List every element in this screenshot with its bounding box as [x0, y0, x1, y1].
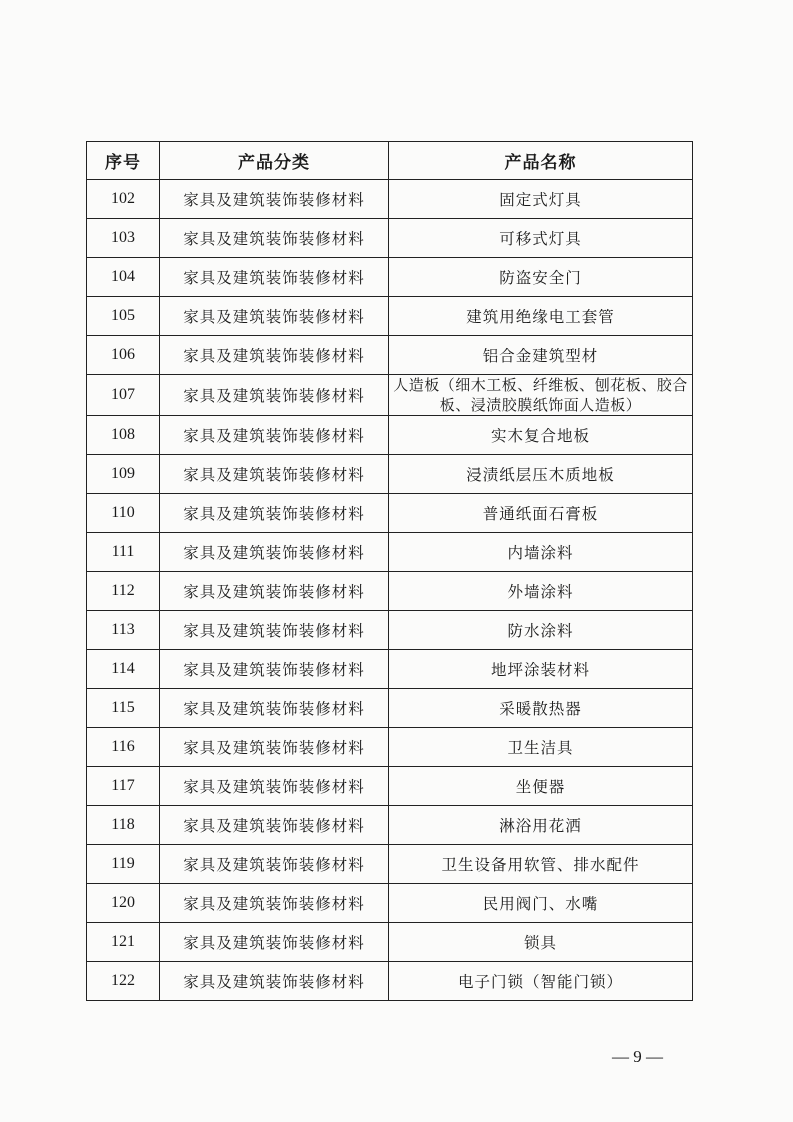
cell-product-category: 家具及建筑装饰装修材料 [160, 297, 389, 336]
table-row [87, 845, 693, 884]
header-serial-number: 序号 [87, 142, 160, 180]
table-row [87, 533, 693, 572]
cell-product-category: 家具及建筑装饰装修材料 [160, 336, 389, 375]
cell-product-name: 锁具 [389, 923, 693, 962]
cell-product-name: 固定式灯具 [389, 180, 693, 219]
cell-product-category: 家具及建筑装饰装修材料 [160, 845, 389, 884]
cell-product-name: 铝合金建筑型材 [389, 336, 693, 375]
cell-product-name: 卫生设备用软管、排水配件 [389, 845, 693, 884]
cell-product-name: 坐便器 [389, 767, 693, 806]
cell-product-name: 内墙涂料 [389, 533, 693, 572]
cell-product-category: 家具及建筑装饰装修材料 [160, 806, 389, 845]
cell-product-name: 可移式灯具 [389, 219, 693, 258]
cell-product-name: 民用阀门、水嘴 [389, 884, 693, 923]
cell-product-name: 建筑用绝缘电工套管 [389, 297, 693, 336]
cell-product-category: 家具及建筑装饰装修材料 [160, 494, 389, 533]
cell-serial-number: 115 [87, 689, 160, 728]
cell-product-category: 家具及建筑装饰装修材料 [160, 572, 389, 611]
cell-product-name: 卫生洁具 [389, 728, 693, 767]
table-row [87, 923, 693, 962]
cell-serial-number: 122 [87, 962, 160, 1001]
header-product-category: 产品分类 [160, 142, 389, 180]
cell-product-category: 家具及建筑装饰装修材料 [160, 650, 389, 689]
product-catalog-table [86, 141, 693, 1001]
cell-serial-number: 106 [87, 336, 160, 375]
cell-serial-number: 102 [87, 180, 160, 219]
cell-serial-number: 105 [87, 297, 160, 336]
cell-product-category: 家具及建筑装饰装修材料 [160, 962, 389, 1001]
cell-product-name: 普通纸面石膏板 [389, 494, 693, 533]
cell-product-category: 家具及建筑装饰装修材料 [160, 689, 389, 728]
cell-serial-number: 109 [87, 455, 160, 494]
header-product-name: 产品名称 [389, 142, 693, 180]
cell-product-name: 电子门锁（智能门锁） [389, 962, 693, 1001]
table-row [87, 297, 693, 336]
cell-product-category: 家具及建筑装饰装修材料 [160, 611, 389, 650]
cell-serial-number: 112 [87, 572, 160, 611]
cell-serial-number: 119 [87, 845, 160, 884]
cell-serial-number: 111 [87, 533, 160, 572]
cell-serial-number: 117 [87, 767, 160, 806]
table-header-row [87, 142, 693, 180]
page-number: — 9 — [612, 1047, 663, 1066]
cell-product-category: 家具及建筑装饰装修材料 [160, 219, 389, 258]
table-row [87, 455, 693, 494]
cell-serial-number: 104 [87, 258, 160, 297]
cell-product-category: 家具及建筑装饰装修材料 [160, 416, 389, 455]
table-row [87, 180, 693, 219]
table-row [87, 806, 693, 845]
cell-product-category: 家具及建筑装饰装修材料 [160, 180, 389, 219]
cell-product-name: 人造板（细木工板、纤维板、刨花板、胶合板、浸渍胶膜纸饰面人造板） [389, 375, 693, 416]
table-row [87, 219, 693, 258]
table-row [87, 767, 693, 806]
cell-product-category: 家具及建筑装饰装修材料 [160, 375, 389, 416]
cell-product-name: 地坪涂装材料 [389, 650, 693, 689]
table-row [87, 689, 693, 728]
cell-serial-number: 116 [87, 728, 160, 767]
cell-product-name: 防水涂料 [389, 611, 693, 650]
table-body [87, 180, 693, 1001]
table-row [87, 416, 693, 455]
cell-serial-number: 110 [87, 494, 160, 533]
table-row [87, 375, 693, 416]
table-row [87, 962, 693, 1001]
table-row [87, 884, 693, 923]
cell-product-name: 采暖散热器 [389, 689, 693, 728]
cell-product-name: 防盗安全门 [389, 258, 693, 297]
cell-product-category: 家具及建筑装饰装修材料 [160, 728, 389, 767]
cell-serial-number: 113 [87, 611, 160, 650]
cell-serial-number: 107 [87, 375, 160, 416]
cell-serial-number: 118 [87, 806, 160, 845]
cell-serial-number: 103 [87, 219, 160, 258]
cell-serial-number: 121 [87, 923, 160, 962]
cell-serial-number: 114 [87, 650, 160, 689]
table-row [87, 728, 693, 767]
cell-product-category: 家具及建筑装饰装修材料 [160, 258, 389, 297]
cell-product-category: 家具及建筑装饰装修材料 [160, 884, 389, 923]
cell-product-name: 外墙涂料 [389, 572, 693, 611]
cell-product-name: 浸渍纸层压木质地板 [389, 455, 693, 494]
table-row [87, 494, 693, 533]
cell-serial-number: 120 [87, 884, 160, 923]
cell-product-category: 家具及建筑装饰装修材料 [160, 533, 389, 572]
table-row [87, 258, 693, 297]
cell-product-name: 实木复合地板 [389, 416, 693, 455]
table-row [87, 611, 693, 650]
table-row [87, 336, 693, 375]
cell-serial-number: 108 [87, 416, 160, 455]
cell-product-category: 家具及建筑装饰装修材料 [160, 923, 389, 962]
cell-product-category: 家具及建筑装饰装修材料 [160, 767, 389, 806]
cell-product-name: 淋浴用花洒 [389, 806, 693, 845]
table-row [87, 650, 693, 689]
table-row [87, 572, 693, 611]
cell-product-category: 家具及建筑装饰装修材料 [160, 455, 389, 494]
